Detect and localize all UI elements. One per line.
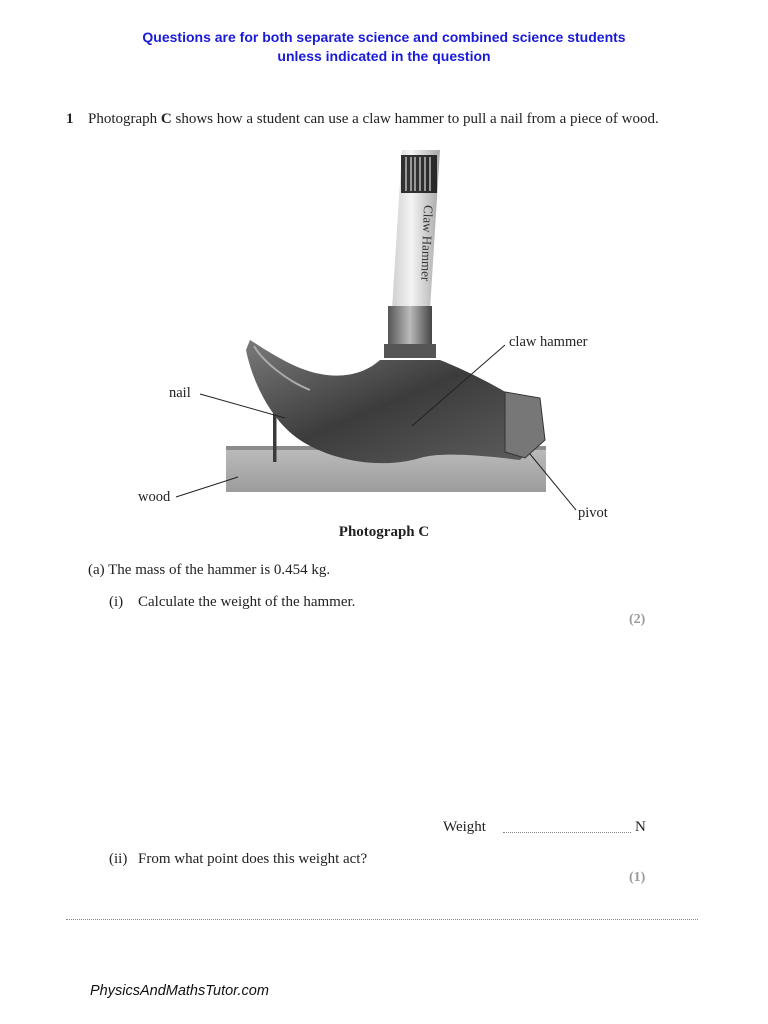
part-a-i-number: (i) xyxy=(109,594,124,610)
part-a-stem: (a) The mass of the hammer is 0.454 kg. xyxy=(88,562,331,578)
weight-answer-line[interactable] xyxy=(503,820,631,833)
instructions-line-1: Questions are for both separate science and combined science students xyxy=(142,29,626,45)
label-claw-hammer: claw hammer xyxy=(509,334,588,350)
instructions-line-2: unless indicated in the question xyxy=(277,48,491,64)
photograph-caption: Photograph C xyxy=(338,524,430,540)
question-intro xyxy=(88,111,659,128)
hammer-photograph xyxy=(0,140,768,530)
label-pivot: pivot xyxy=(578,505,608,521)
hammer-neck xyxy=(388,306,432,350)
part-a-ii-marks: (1) xyxy=(629,870,646,885)
label-wood: wood xyxy=(138,489,171,505)
part-a-ii-number: (ii) xyxy=(109,851,128,867)
section-divider xyxy=(66,919,698,920)
part-a-i-question: Calculate the weight of the hammer. xyxy=(138,594,356,610)
handle-brand-text: Claw Hammer xyxy=(418,204,436,282)
part-a-i-marks: (2) xyxy=(629,612,646,627)
label-nail: nail xyxy=(169,385,191,401)
hammer-head xyxy=(246,340,540,463)
part-a-ii-question: From what point does this weight act? xyxy=(138,851,368,867)
intro-text-post: shows how a student can use a claw hammer to pull a nail from a piece of wood. xyxy=(171,111,659,127)
intro-text-pre: Photograph xyxy=(88,111,161,127)
weight-answer-unit: N xyxy=(635,819,646,835)
footer-site-name: PhysicsAndMathsTutor.com xyxy=(90,983,269,999)
question-number: 1 xyxy=(66,111,74,127)
intro-photo-ref: C xyxy=(160,111,172,127)
weight-answer-label: Weight xyxy=(443,819,486,835)
